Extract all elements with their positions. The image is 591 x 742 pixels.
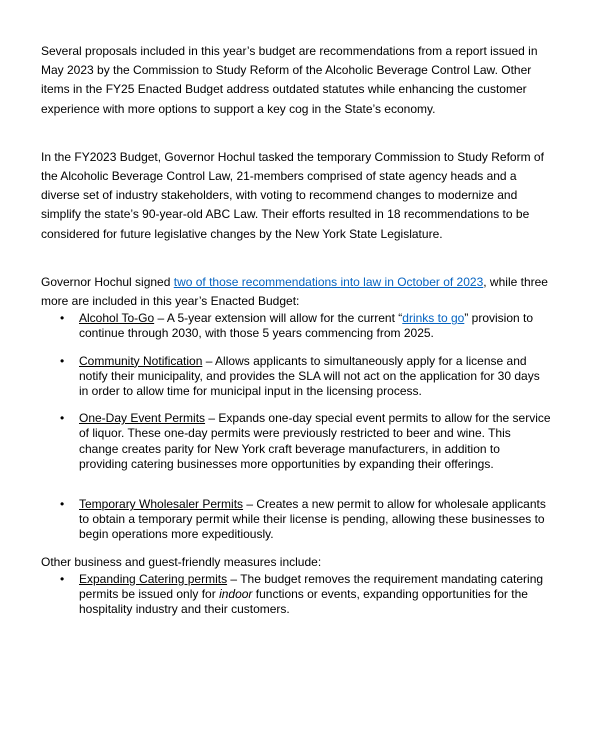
list-item-alcohol-to-go	[41, 311, 551, 341]
temporary-wholesaler-permits-text: – Creates a new permit to allow for wholesale applicants to obtain a temporary permit while their license is pending, allowing these businesses to begin operations more expeditiously.	[79, 497, 546, 542]
indoor-emphasis: indoor	[219, 587, 253, 602]
expanding-catering-permits-title: Expanding Catering permits	[79, 571, 228, 586]
list-item-community-notification	[41, 354, 551, 400]
bullet-icon: •	[60, 311, 65, 326]
one-day-event-permits-title: One-Day Event Permits	[79, 411, 206, 426]
document-page	[41, 42, 551, 617]
intro-paragraph: Several proposals included in this year’s budget are recommendations from a report issued in May 2023 by the Commission to Study Reform of the Alcoholic Beverage Control Law. Other items in the FY25 Enacted Budget address outdated statutes while enhancing the customer experience with more options to support a key cog in the State’s economy.	[41, 44, 538, 116]
expanding-catering-text-start: – The budget removes the requirement mandating catering permits be issued only for	[79, 571, 544, 602]
bullet-icon: •	[60, 353, 65, 368]
recommendations-paragraph	[41, 273, 551, 311]
temporary-wholesaler-permits-title: Temporary Wholesaler Permits	[79, 497, 244, 512]
enacted-measures-list	[41, 311, 551, 542]
drinks-to-go-link[interactable]: drinks to go	[402, 311, 465, 326]
bullet-icon: •	[60, 497, 65, 512]
alcohol-to-go-text-start: – A 5-year extension will allow for the current “	[154, 311, 403, 326]
commission-paragraph: In the FY2023 Budget, Governor Hochul tasked the temporary Commission to Study Reform of the Alcoholic Beverage Control Law, 21-members comprised of state agency heads and a diverse set of industry stakeholders, with voting to recommend changes to modernize and simplify the state’s 90-year-old ABC Law. Their efforts resulted in 18 recommendations to be considered for future legislative changes by the New York State Legislature.	[41, 149, 544, 241]
bullet-icon: •	[60, 411, 65, 426]
list-item-expanding-catering-permits	[41, 572, 551, 618]
other-measures-list	[41, 572, 551, 618]
alcohol-to-go-text-end: ” provision to continue through 2030, with those 5 years commencing from 2025.	[79, 311, 534, 341]
bullet-icon: •	[60, 571, 65, 586]
other-measures-paragraph: Other business and guest-friendly measures include:	[41, 554, 322, 569]
list-item-temporary-wholesaler-permits	[41, 497, 551, 543]
recommendations-text-end: , while three more are included in this year’s Enacted Budget:	[41, 274, 548, 309]
community-notification-title: Community Notification	[79, 353, 203, 368]
one-day-event-permits-text: – Expands one-day special event permits to allow for the service of liquor. These one-day permits were previously restricted to beer and wine. This change creates parity for New York craft beverage manufacturers, in addition to providing catering businesses more opportunities by expanding their offerings.	[79, 411, 551, 471]
recommendations-law-link[interactable]: two of those recommendations into law in October of 2023	[173, 274, 484, 289]
list-item-one-day-event-permits	[41, 411, 551, 472]
alcohol-to-go-title: Alcohol To-Go	[79, 311, 155, 326]
expanding-catering-text-end: functions or events, expanding opportunities for the hospitality industry and their customers.	[79, 587, 528, 617]
community-notification-text: – Allows applicants to simultaneously apply for a license and notify their municipality, and provides the SLA will not act on the application for 30 days in order to allow time for municipal input in the licensing process.	[79, 353, 540, 399]
recommendations-text-start: Governor Hochul signed	[41, 274, 174, 289]
